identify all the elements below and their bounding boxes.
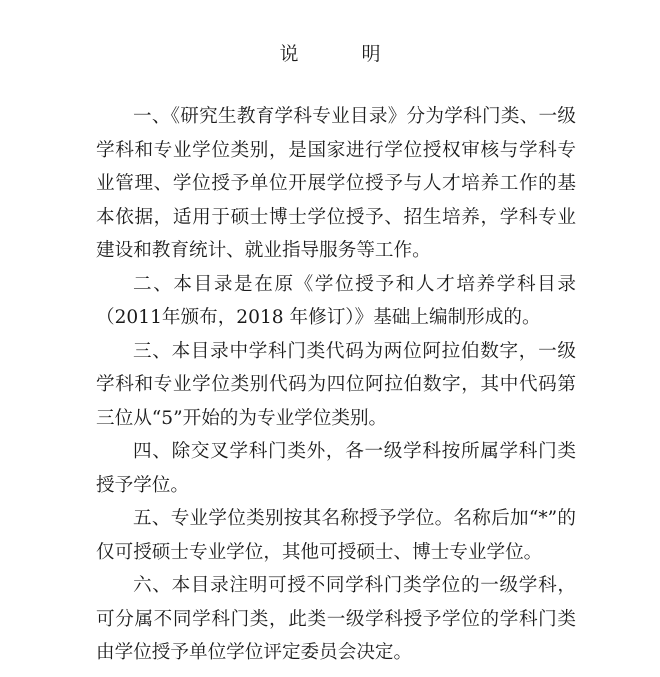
paragraph-5: 五、专业学位类别按其名称授予学位。名称后加“*”的仅可授硕士专业学位，其他可授硕士、博士专业学位。 [96,508,576,563]
document-body [96,100,576,670]
paragraph-1: 一、《研究生教育学科专业目录》分为学科门类、一级学科和专业学位类别，是国家进行学位授权审核与学科专业管理、学位授予单位开展学位授予与人才培养工作的基本依据，适用于硕士博士学位授予、招生培养，学科专业建设和教育统计、就业指导服务等工作。 [96,106,576,261]
paragraph-6: 六、本目录注明可授不同学科门类学位的一级学科，可分属不同学科门类，此类一级学科授予学位的学科门类由学位授予单位学位评定委员会决定。 [96,575,576,663]
paragraph-2: 二、本目录是在原《学位授予和人才培养学科目录（2011年颁布，2018 年修订）》基础上编制形成的。 [96,273,576,328]
paragraph-3: 三、本目录中学科门类代码为两位阿拉伯数字，一级学科和专业学位类别代码为四位阿拉伯数字，其中代码第三位从“5”开始的为专业学位类别。 [96,340,576,429]
page-title: 说 明 [279,43,403,65]
paragraph-4: 四、除交叉学科门类外，各一级学科按所属学科门类授予学位。 [96,441,576,496]
